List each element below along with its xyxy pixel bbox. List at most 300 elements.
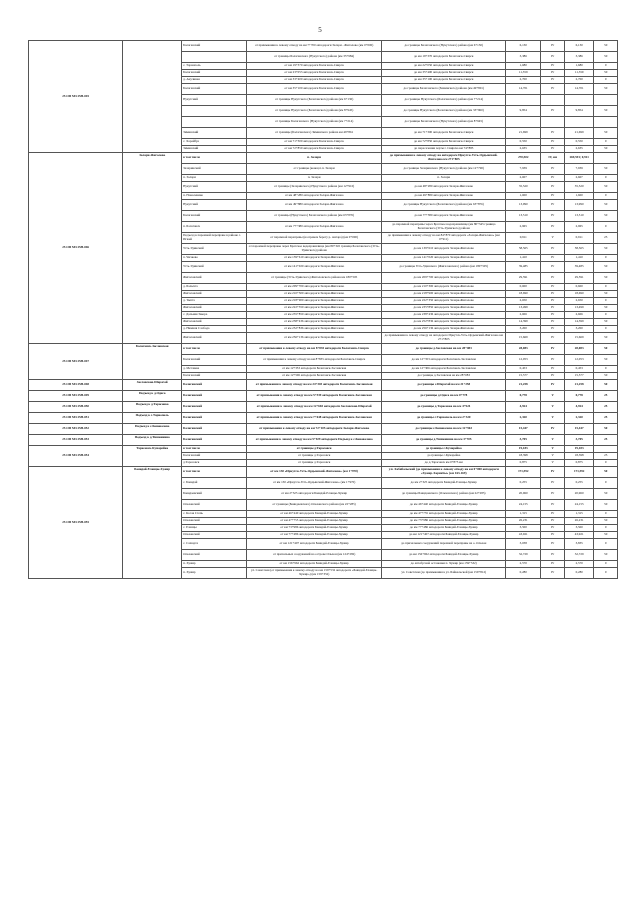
total-cell: 15,669 bbox=[564, 333, 593, 344]
length-cell: 2,320 bbox=[506, 413, 541, 424]
speed-cell: 0 bbox=[594, 77, 618, 84]
speed-cell: 0 bbox=[594, 326, 618, 333]
speed-cell: 50 bbox=[594, 373, 618, 380]
from-cell: от км 235+850 автодороги Залари-Жигалово bbox=[246, 312, 381, 319]
to-cell: до причальных сооружений паромной переправы на о. Ольхон bbox=[382, 539, 506, 550]
from-cell: от границы Нукутского (Балаганского) района (км 6+130) bbox=[246, 95, 381, 106]
total-cell: 9,854 bbox=[564, 106, 593, 117]
length-cell: 6,130 bbox=[506, 41, 541, 52]
from-cell: от км 12+353 автодороги Балаганск-Заславская bbox=[246, 366, 381, 373]
category-cell: V bbox=[541, 460, 565, 467]
length-cell: 1,680 bbox=[506, 63, 541, 70]
speed-cell: 50 bbox=[594, 52, 618, 63]
category-cell: IV bbox=[541, 424, 565, 435]
category-cell: IV bbox=[541, 211, 565, 222]
total-cell: 2,606 bbox=[564, 312, 593, 319]
district-cell: Зиминский bbox=[182, 128, 247, 139]
total-cell: 2,607 bbox=[564, 175, 593, 182]
speed-cell: 50 bbox=[594, 319, 618, 326]
to-cell: до км 12+353 автодороги Балаганск-Заславская bbox=[382, 355, 506, 366]
category-cell: V bbox=[541, 402, 565, 413]
from-cell: от км 23+053 автодороги Балаганск-Свирск bbox=[246, 70, 381, 77]
speed-cell: 50 bbox=[594, 518, 618, 525]
table-row bbox=[29, 435, 618, 446]
category-cell: IV bbox=[541, 41, 565, 52]
roads-table bbox=[28, 40, 618, 579]
total-cell bbox=[564, 117, 593, 128]
total-cell: 1,315 bbox=[564, 511, 593, 518]
district-cell: д. Метляева bbox=[182, 366, 247, 373]
length-cell: 35,520 bbox=[506, 182, 541, 193]
total-cell: 0,280 bbox=[564, 568, 593, 579]
district-cell: Ольхонский bbox=[182, 532, 247, 539]
district-cell: Балаганский bbox=[182, 373, 247, 380]
category-cell: IV bbox=[541, 298, 565, 305]
length-cell: 2,965 bbox=[506, 222, 541, 233]
to-cell: до км 209+700 автодороги Залари-Жигалово bbox=[382, 273, 506, 284]
district-cell: с. Харайбуе bbox=[182, 139, 247, 146]
district-cell: в том числе bbox=[182, 446, 247, 453]
to-cell: до км 141+020 автодороги Залари-Жигалово bbox=[382, 255, 506, 262]
from-cell: от км 33+400 автодороги Балаганск-Свирск bbox=[246, 77, 381, 84]
road-id-cell: 25 ОП МЗ 25Н-048 bbox=[29, 380, 123, 391]
speed-cell: 0 bbox=[594, 193, 618, 200]
category-cell: IV bbox=[541, 467, 565, 478]
table-row bbox=[29, 153, 618, 164]
category-cell: IV bbox=[541, 128, 565, 139]
category-cell: IV bbox=[541, 164, 565, 175]
length-cell: 58,565 bbox=[506, 244, 541, 255]
length-cell: 4,924 bbox=[506, 402, 541, 413]
to-cell: до границы Заларинского (Нукутского) района (км 12+790) bbox=[382, 164, 506, 175]
from-cell: п. Залари bbox=[246, 153, 381, 164]
from-cell: от км 222+350 автодороги Залари-Жигалово bbox=[246, 305, 381, 312]
total-cell: 12,053 bbox=[564, 355, 593, 366]
total-cell: 0,255 bbox=[564, 478, 593, 489]
from-cell: от км 130 «Иркутск-Усть-Ордынский-Жигалово» (км 1+970) bbox=[246, 478, 381, 489]
to-cell: до км 48+280 автодороги Залари-Жигалово bbox=[382, 182, 506, 193]
from-cell: от км 19+370 автодороги Балаганск-Свирск bbox=[246, 63, 381, 70]
district-cell: Ольхонский bbox=[182, 500, 247, 511]
from-cell: от км 46+440 автодороги Баяндай-Еланцы-Хужир bbox=[246, 511, 381, 518]
from-cell: от примыкания к левому отводу на км 7+700 автодороги Залари - Жигалово (км 0+000) bbox=[246, 41, 381, 52]
total-cell: 2,700 bbox=[564, 77, 593, 84]
total-cell bbox=[564, 95, 593, 106]
category-cell: IV bbox=[541, 200, 565, 211]
category-cell: IV bbox=[541, 175, 565, 182]
length-cell: 270,502 bbox=[506, 153, 541, 164]
speed-cell: 25 bbox=[594, 413, 618, 424]
total-cell: 2,650 bbox=[564, 298, 593, 305]
to-cell: до границы Нукутского (Балаганского) района (км 33+960) bbox=[382, 106, 506, 117]
table-row bbox=[29, 41, 618, 52]
district-cell: Балаганский bbox=[182, 402, 247, 413]
to-cell: до км 49+880 автодороги Залари-Жигалово bbox=[382, 193, 506, 200]
district-cell: с. Еланцы bbox=[182, 525, 247, 532]
district-cell: Балаганский bbox=[182, 435, 247, 446]
district-cell: Зиминский bbox=[182, 146, 247, 153]
total-cell: 43,921 bbox=[564, 532, 593, 539]
district-cell: Баяндаевский bbox=[182, 489, 247, 500]
road-id-cell: 25 ОП МЗ 25Н-050 bbox=[29, 402, 123, 413]
district-cell: п. Новоленино bbox=[182, 193, 247, 200]
table-row bbox=[29, 344, 618, 355]
speed-cell: 50 bbox=[594, 550, 618, 561]
length-cell: 13,510 bbox=[506, 211, 541, 222]
length-cell: 0,280 bbox=[506, 568, 541, 579]
total-cell: 1,410 bbox=[564, 255, 593, 262]
road-id-cell: 25 ОП МЗ 25Н-049 bbox=[29, 391, 123, 402]
speed-cell: 50 bbox=[594, 500, 618, 511]
speed-cell: 0 bbox=[594, 568, 618, 579]
to-cell: до км 22+050 автодороги Балаганск-Свирск bbox=[382, 63, 506, 70]
from-cell: от границы (Заларинского) Нукутского района (км 12+910) bbox=[246, 182, 381, 193]
length-cell: 2,635 bbox=[506, 146, 541, 153]
total-cell: 15,577 bbox=[564, 373, 593, 380]
to-cell: до км 222+350 автодороги Залари-Жигалово bbox=[382, 298, 506, 305]
total-cell: 0,453 bbox=[564, 366, 593, 373]
district-cell: Жигаловский bbox=[182, 333, 247, 344]
district-cell: Балаганский bbox=[182, 70, 247, 77]
speed-cell: 50 bbox=[594, 200, 618, 211]
category-cell: V bbox=[541, 413, 565, 424]
to-cell: до пересечения черты г. Свирска км 74+885 bbox=[382, 146, 506, 153]
to-cell: до км 71+300 автодороги Балаганск-Свирск bbox=[382, 128, 506, 139]
to-cell: до км 77+486 автодороги Баяндай-Еланцы-Хужир bbox=[382, 525, 506, 532]
from-cell: от км 77+486 автодороги Баяндай-Еланцы-Хужир bbox=[246, 532, 381, 539]
from-cell: п. Залари bbox=[246, 175, 381, 182]
total-cell: 39,485 bbox=[564, 262, 593, 273]
total-cell: 0,911 bbox=[564, 233, 593, 244]
district-cell: п. Хужир bbox=[182, 561, 247, 568]
length-cell: 21,258 bbox=[506, 380, 541, 391]
category-cell: IV, нм bbox=[541, 153, 565, 164]
category-cell: IV bbox=[541, 273, 565, 284]
district-cell: с. Сахюрта bbox=[182, 539, 247, 550]
category-cell: IV bbox=[541, 139, 565, 146]
total-cell: 0,600 bbox=[564, 284, 593, 291]
district-cell: с. Дальняя Закора bbox=[182, 312, 247, 319]
to-cell: до примыкания к левому отводу на автодороге Иркутск-Усть-Ордынский-Жигалово км 271+805 bbox=[382, 153, 506, 164]
speed-cell: 50 bbox=[594, 467, 618, 478]
district-cell: Жигаловский bbox=[182, 305, 247, 312]
total-cell: 0,778 bbox=[564, 391, 593, 402]
district-cell: Ольхонский bbox=[182, 518, 247, 525]
from-cell: от км 130 «Иркутск-Усть-Ордынский-Жигалово» (км 1+970) bbox=[246, 467, 381, 478]
district-cell: д. Балыхта bbox=[182, 284, 247, 291]
length-cell: 2,650 bbox=[506, 298, 541, 305]
to-cell: до км 19+370 автодороги Балаганск-Свирск bbox=[382, 52, 506, 63]
total-cell: 21,258 bbox=[564, 380, 593, 391]
from-cell: от км 256+136 автодороги Залари-Жигалово bbox=[246, 333, 381, 344]
from-cell: от границы (Баяндаевского) Ольхонского района (км 22+285) bbox=[246, 500, 381, 511]
road-id-cell: 25 ОП МЗ 25Н-053 bbox=[29, 435, 123, 446]
total-cell: 2,320 bbox=[564, 413, 593, 424]
speed-cell: 0 bbox=[594, 366, 618, 373]
total-cell: 6,130 bbox=[564, 41, 593, 52]
category-cell: IV bbox=[541, 489, 565, 500]
length-cell: 20,960 bbox=[506, 489, 541, 500]
total-cell: 2,965 bbox=[564, 222, 593, 233]
district-cell: д.Тарасовск bbox=[182, 460, 247, 467]
to-cell: до границы д.Заславская на км 28+083 bbox=[382, 344, 506, 355]
district-cell: Жигаловский bbox=[182, 273, 247, 284]
from-cell: ул. Советская (от примыкания к левому отводу на км 159+532 автодороги «Баяндай-Еланцы-Хужир») (км 159+352) bbox=[246, 568, 381, 579]
length-cell: 18,690 bbox=[506, 291, 541, 298]
category-cell: IV bbox=[541, 84, 565, 95]
district-cell: Балаганский bbox=[182, 413, 247, 424]
district-cell: п. Балаганск bbox=[182, 222, 247, 233]
to-cell: до границы Нукутского (Балаганского) района (км 63+876) bbox=[382, 200, 506, 211]
speed-cell: 50 bbox=[594, 489, 618, 500]
from-cell: от границы д.Тарасовск bbox=[246, 460, 381, 467]
total-cell: 269,591; 0,911 bbox=[564, 153, 593, 164]
length-cell: 2,607 bbox=[506, 175, 541, 182]
to-cell: до км 12+306 автодороги Балаганск-Заславская bbox=[382, 366, 506, 373]
speed-cell: 50 bbox=[594, 273, 618, 284]
speed-cell: 50 bbox=[594, 164, 618, 175]
length-cell: 7,939 bbox=[506, 164, 541, 175]
district-cell: Заларинский bbox=[182, 164, 247, 175]
to-cell: до км 256+136 автодороги Залари-Жигалово bbox=[382, 326, 506, 333]
district-cell: Балаганский bbox=[182, 211, 247, 222]
length-cell: 15,577 bbox=[506, 373, 541, 380]
district-cell: п. Залари bbox=[182, 175, 247, 182]
to-cell: до км 210+300 автодороги Залари-Жигалово bbox=[382, 284, 506, 291]
to-cell: до границы Баяндаевского (Ольхонского) района (км 22+285) bbox=[382, 489, 506, 500]
from-cell: от границы Балаганского (Нукутского) района (км 7+214) bbox=[246, 117, 381, 128]
district-cell bbox=[182, 117, 247, 128]
speed-cell: 50 bbox=[594, 333, 618, 344]
category-cell: IV bbox=[541, 366, 565, 373]
total-cell: 3,386 bbox=[564, 52, 593, 63]
length-cell: 12,053 bbox=[506, 355, 541, 366]
category-cell: IV bbox=[541, 380, 565, 391]
speed-cell: 0 bbox=[594, 139, 618, 146]
speed-cell: 0 bbox=[594, 511, 618, 518]
length-cell: 0,911 bbox=[506, 233, 541, 244]
length-cell: 14,701 bbox=[506, 84, 541, 95]
from-cell: от паромной переправы (на правом берегу р. Ангара) (км 0+000) bbox=[246, 233, 381, 244]
total-cell: 171,592 bbox=[564, 467, 593, 478]
speed-cell: 0 bbox=[594, 312, 618, 319]
district-cell: с. Тарнополь bbox=[182, 63, 247, 70]
category-cell: IV bbox=[541, 70, 565, 77]
speed-cell: 25 bbox=[594, 402, 618, 413]
total-cell: 13,510 bbox=[564, 211, 593, 222]
speed-cell: 50 bbox=[594, 262, 618, 273]
total-cell: 24,155 bbox=[564, 500, 593, 511]
category-cell: V bbox=[541, 391, 565, 402]
from-cell: от примыкания к левому отводу на км 8+835 автодороги Балаганск-Свирск bbox=[246, 355, 381, 366]
to-cell: до границы д.Одиса на км 0+778 bbox=[382, 391, 506, 402]
from-cell: от км 209+700 автодороги Залари-Жигалово bbox=[246, 284, 381, 291]
to-cell: до км 218+900 автодороги Залари-Жигалово bbox=[382, 291, 506, 298]
category-cell: IV bbox=[541, 326, 565, 333]
length-cell: 3,386 bbox=[506, 52, 541, 63]
from-cell: от примыкания к левому отводу на км 12+665 автодороги Заславская-Шарагай bbox=[246, 402, 381, 413]
length-cell: 39,485 bbox=[506, 262, 541, 273]
speed-cell: 50 bbox=[594, 291, 618, 298]
district-cell: Усть-Удинский bbox=[182, 262, 247, 273]
to-cell: до км 252+836 автодороги Залари-Жигалово bbox=[382, 319, 506, 326]
speed-cell: 50 bbox=[594, 146, 618, 153]
length-cell: 15,447 bbox=[506, 424, 541, 435]
category-cell: IV bbox=[541, 106, 565, 117]
from-cell: от км 73+986 автодороги Баяндай-Еланцы-Хужир bbox=[246, 525, 381, 532]
length-cell: 19,183 bbox=[506, 446, 541, 453]
category-cell: IV bbox=[541, 284, 565, 291]
speed-cell: 50 bbox=[594, 380, 618, 391]
speed-cell: 50 bbox=[594, 106, 618, 117]
length-cell: 9,854 bbox=[506, 106, 541, 117]
total-cell: 35,520 bbox=[564, 182, 593, 193]
speed-cell: 0 bbox=[594, 175, 618, 182]
total-cell: 21,699 bbox=[564, 128, 593, 139]
total-cell: 19,183 bbox=[564, 446, 593, 453]
speed-cell: 50 bbox=[594, 344, 618, 355]
category-cell: IV bbox=[541, 255, 565, 262]
total-cell: 26,231 bbox=[564, 518, 593, 525]
road-name-cell: Заславская-Шарагай bbox=[123, 380, 182, 391]
speed-cell: 50 bbox=[594, 128, 618, 139]
to-cell: до км 238+436 автодороги Залари-Жигалово bbox=[382, 312, 506, 319]
to-cell: у.п. Хабибальский (до примыкания к левому отводу на км 0+000 автодороги «Хужир-Харинты» (км 163-169) bbox=[382, 467, 506, 478]
road-id-cell: 25 ОП МЗ 25Н-045 bbox=[29, 41, 123, 153]
to-cell: до границы с.Коновалово на км 12+963 bbox=[382, 424, 506, 435]
total-cell: 32,729 bbox=[564, 550, 593, 561]
category-cell: IV bbox=[541, 532, 565, 539]
length-cell bbox=[506, 95, 541, 106]
category-cell bbox=[541, 95, 565, 106]
total-cell: 14,399 bbox=[564, 319, 593, 326]
table-row bbox=[29, 413, 618, 424]
from-cell: от примыкания к левому отводу на км 72+105 автодороги Залари-Жигалово bbox=[246, 424, 381, 435]
district-cell: с. Баяндай bbox=[182, 478, 247, 489]
speed-cell: 0 bbox=[594, 561, 618, 568]
length-cell: 14,399 bbox=[506, 319, 541, 326]
from-cell: от примыкания к левому отводу на км 5+539 автодороги Балаганск-Заславская bbox=[246, 391, 381, 402]
to-cell: до км 72+850 автодороги Балаганск-Свирск bbox=[382, 139, 506, 146]
length-cell: 13,499 bbox=[506, 305, 541, 312]
district-cell: д. Анучинка bbox=[182, 77, 247, 84]
from-cell: от км 218+900 автодороги Залари-Жигалово bbox=[246, 298, 381, 305]
district-cell bbox=[182, 52, 247, 63]
to-cell: до границы с.Шарагай на км 21+258 bbox=[382, 380, 506, 391]
district-cell: Балаганский bbox=[182, 84, 247, 95]
to-cell: до границы Нукутского (Балаганского) района (км 7+214) bbox=[382, 95, 506, 106]
road-name-cell: Балаганск-Заславская bbox=[123, 344, 182, 380]
from-cell: от км 238+436 автодороги Залари-Жигалово bbox=[246, 319, 381, 326]
from-cell: от км 71+300 автодороги Балаганск-Свирск bbox=[246, 139, 381, 146]
from-cell: от границы д.Тарасовск bbox=[246, 446, 381, 453]
to-cell: до км 46+440 автодороги Баяндай-Еланцы-Хужир bbox=[382, 500, 506, 511]
length-cell: 1,315 bbox=[506, 511, 541, 518]
total-cell: 28,083 bbox=[564, 344, 593, 355]
total-cell: 13,499 bbox=[564, 305, 593, 312]
road-name-cell: Подъезд к с.Коновалово bbox=[123, 424, 182, 435]
table-row bbox=[29, 380, 618, 391]
from-cell: от км 12+506 автодороги Балаганск-Заславская bbox=[246, 373, 381, 380]
speed-cell: 0 bbox=[594, 478, 618, 489]
category-cell: V bbox=[541, 435, 565, 446]
page-number: 5 bbox=[318, 26, 322, 34]
to-cell: до км 2+325 автодороги Баяндай-Еланцы-Хужир bbox=[382, 478, 506, 489]
length-cell: 24,155 bbox=[506, 500, 541, 511]
from-cell: от км 210+300 автодороги Залари-Жигалово bbox=[246, 291, 381, 298]
district-cell bbox=[182, 106, 247, 117]
from-cell: от км 77+380 автодороги Залари-Жигалово bbox=[246, 222, 381, 233]
speed-cell: 0 bbox=[594, 222, 618, 233]
total-cell: 18,398 bbox=[564, 453, 593, 460]
length-cell: 32,729 bbox=[506, 550, 541, 561]
district-cell: д. Нижняя Слобода bbox=[182, 326, 247, 333]
category-cell: IV bbox=[541, 550, 565, 561]
total-cell: 3,705 bbox=[564, 435, 593, 446]
district-cell: Балаганский bbox=[182, 453, 247, 460]
category-cell: IV bbox=[541, 344, 565, 355]
district-cell: Подъезд к паромной переправе в районе с. Игжей bbox=[182, 233, 247, 244]
category-cell: IV bbox=[541, 525, 565, 532]
road-id-cell: 25 ОП МЗ 25Н-051 bbox=[29, 413, 123, 424]
to-cell: до примыкания к левому отводу на км 84+870 автодороги «Залари-Жигалово» (км 0+911) bbox=[382, 233, 506, 244]
total-cell: 1,600 bbox=[564, 193, 593, 200]
length-cell: 0,875 bbox=[506, 460, 541, 467]
district-cell: Балаганский bbox=[182, 424, 247, 435]
from-cell: от границы (конец п.п. Залари bbox=[246, 164, 381, 175]
speed-cell: 0 bbox=[594, 255, 618, 262]
category-cell: V bbox=[541, 233, 565, 244]
length-cell: 43,921 bbox=[506, 532, 541, 539]
length-cell bbox=[506, 117, 541, 128]
total-cell: 18,690 bbox=[564, 291, 593, 298]
district-cell: Балаганский bbox=[182, 355, 247, 366]
length-cell: 0,550 bbox=[506, 139, 541, 146]
speed-cell bbox=[594, 153, 618, 164]
district-cell: п. Чичково bbox=[182, 255, 247, 262]
road-id-cell: 25 ОП МЗ 25Н-046 bbox=[29, 153, 123, 344]
length-cell: 2,570 bbox=[506, 561, 541, 568]
to-cell: до д.Тарасовск км 0+875 км bbox=[382, 460, 506, 467]
category-cell: IV bbox=[541, 568, 565, 579]
category-cell: IV bbox=[541, 518, 565, 525]
speed-cell: 50 bbox=[594, 244, 618, 255]
to-cell: до границы Балаганского (Зиминского) района (км 49+801) bbox=[382, 84, 506, 95]
to-cell: до границы д.Заславская на км 28+083 bbox=[382, 373, 506, 380]
speed-cell: 50 bbox=[594, 41, 618, 52]
to-cell: до км 35+400 автодороги Балаганск-Свирск bbox=[382, 70, 506, 77]
total-cell: 4,924 bbox=[564, 402, 593, 413]
category-cell: IV bbox=[541, 312, 565, 319]
total-cell: 3,200 bbox=[564, 326, 593, 333]
from-cell: от паромной переправы через Братское водохранилище (км 80+345 граница Балаганского (Усть-Удинского) района bbox=[246, 244, 381, 255]
to-cell: до км 47+755 автодороги Баяндай-Еланцы-Хужир bbox=[382, 511, 506, 518]
to-cell: до км 77+380 автодороги Залари-Жигалово bbox=[382, 211, 506, 222]
speed-cell: 0 bbox=[594, 298, 618, 305]
speed-cell: 25 bbox=[594, 435, 618, 446]
to-cell: до границы Усть-Удинского (Жигаловского) района (км 180+505) bbox=[382, 262, 506, 273]
from-cell: от примыкания к левому отводу на км 8+835 автодороги Балаганск-Свирск bbox=[246, 344, 381, 355]
speed-cell: 50 bbox=[594, 182, 618, 193]
district-cell: Ольхонский bbox=[182, 550, 247, 561]
category-cell: V bbox=[541, 446, 565, 453]
to-cell: ул. Советская (до примыкания к ул. Байкальской (км 159+812) bbox=[382, 568, 506, 579]
speed-cell bbox=[594, 446, 618, 453]
category-cell: IV bbox=[541, 244, 565, 255]
speed-cell: 0 bbox=[594, 63, 618, 70]
total-cell: 3,835 bbox=[564, 539, 593, 550]
to-cell: до км 121+407 автодороги Баяндай-Еланцы-Хужир bbox=[382, 532, 506, 539]
